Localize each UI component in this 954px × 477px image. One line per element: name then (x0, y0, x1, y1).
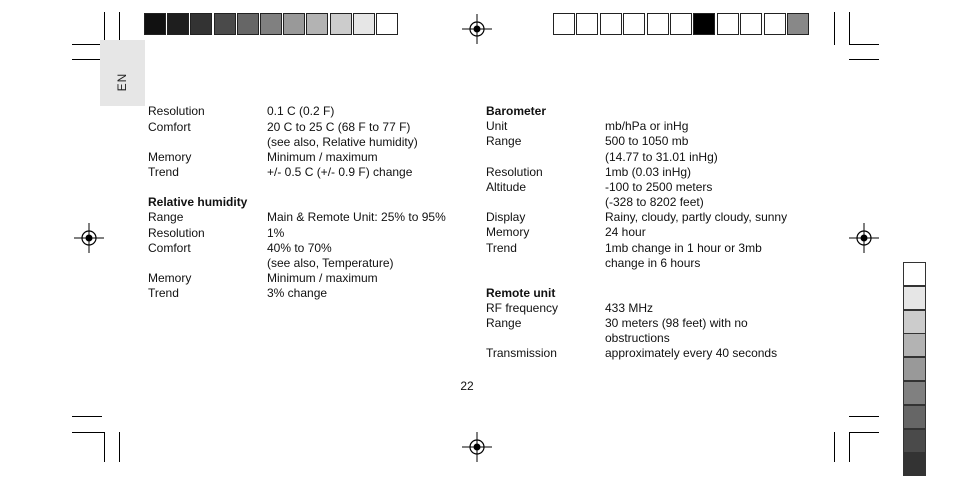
gray-swatch (903, 429, 926, 453)
color-swatch (764, 13, 786, 35)
spec-label: Unit (486, 119, 508, 133)
spec-label: Comfort (148, 120, 191, 134)
gray-swatch (903, 310, 926, 334)
color-swatch (623, 13, 645, 35)
gray-swatch (260, 13, 282, 35)
spec-value: 24 hour (605, 225, 646, 239)
section-heading-remote: Remote unit (486, 286, 556, 300)
spec-label: RF frequency (486, 301, 559, 315)
color-swatch (693, 13, 715, 35)
spec-label: Comfort (148, 241, 191, 255)
page-number: 22 (460, 379, 474, 393)
language-label: EN (115, 72, 129, 92)
registration-mark-bottom-icon (462, 432, 492, 462)
gray-swatch (306, 13, 328, 35)
spec-value: 500 to 1050 mb (605, 134, 689, 148)
gray-swatch (903, 262, 926, 286)
gray-swatch (903, 333, 926, 357)
color-swatch (670, 13, 692, 35)
registration-mark-right-icon (849, 223, 879, 253)
gray-swatch (190, 13, 212, 35)
spec-value: (see also, Temperature) (267, 256, 394, 270)
spec-label: Display (486, 210, 526, 224)
color-swatch (576, 13, 598, 35)
spec-value: Minimum / maximum (267, 271, 378, 285)
gray-swatch (903, 357, 926, 381)
color-swatch (600, 13, 622, 35)
gray-swatch (330, 13, 352, 35)
gray-swatch (237, 13, 259, 35)
spec-value: obstructions (605, 331, 670, 345)
spec-value: Rainy, cloudy, partly cloudy, sunny (605, 210, 788, 224)
gray-swatch (283, 13, 305, 35)
spec-value: change in 6 hours (605, 256, 701, 270)
section-heading-barometer: Barometer (486, 104, 547, 118)
gray-swatch (903, 452, 926, 476)
color-swatch (740, 13, 762, 35)
gray-swatch (167, 13, 189, 35)
spec-label: Memory (148, 271, 192, 285)
spec-value: (-328 to 8202 feet) (605, 195, 704, 209)
color-swatch (717, 13, 739, 35)
gray-swatch (214, 13, 236, 35)
spec-value: -100 to 2500 meters (605, 180, 713, 194)
registration-mark-top-icon (462, 14, 492, 44)
spec-value: (14.77 to 31.01 inHg) (605, 150, 718, 164)
spec-label: Trend (148, 165, 179, 179)
spec-label: Memory (148, 150, 192, 164)
spec-value: 0.1 C (0.2 F) (267, 104, 335, 118)
spec-value: 1mb (0.03 inHg) (605, 165, 692, 179)
spec-value: 20 C to 25 C (68 F to 77 F) (267, 120, 411, 134)
spec-label: Range (486, 134, 522, 148)
gray-swatch (376, 13, 398, 35)
spec-value: +/- 0.5 C (+/- 0.9 F) change (267, 165, 413, 179)
spec-label: Resolution (148, 104, 205, 118)
gray-swatch (903, 405, 926, 429)
color-swatch (787, 13, 809, 35)
spec-value: mb/hPa or inHg (605, 119, 689, 133)
gray-swatch (353, 13, 375, 35)
section-heading-humidity: Relative humidity (148, 195, 248, 209)
gray-swatch (903, 381, 926, 405)
spec-label: Resolution (148, 226, 205, 240)
spec-label: Trend (148, 286, 179, 300)
spec-value: 30 meters (98 feet) with no (605, 316, 748, 330)
color-swatch (553, 13, 575, 35)
registration-mark-left-icon (74, 223, 104, 253)
spec-value: Minimum / maximum (267, 150, 378, 164)
spec-label: Altitude (486, 180, 527, 194)
spec-value: 1% (267, 226, 285, 240)
spec-value: 3% change (267, 286, 328, 300)
spec-value: Main & Remote Unit: 25% to 95% (267, 210, 446, 224)
spec-value: approximately every 40 seconds (605, 346, 778, 360)
gray-swatch (903, 286, 926, 310)
spec-label: Transmission (486, 346, 557, 360)
spec-label: Resolution (486, 165, 543, 179)
gray-swatch (144, 13, 166, 35)
color-swatch (647, 13, 669, 35)
spec-value: 433 MHz (605, 301, 654, 315)
spec-value: 40% to 70% (267, 241, 332, 255)
spec-label: Range (148, 210, 184, 224)
spec-value: (see also, Relative humidity) (267, 135, 418, 149)
spec-label: Memory (486, 225, 530, 239)
spec-value: 1mb change in 1 hour or 3mb (605, 241, 762, 255)
spec-label: Range (486, 316, 522, 330)
spec-label: Trend (486, 241, 517, 255)
